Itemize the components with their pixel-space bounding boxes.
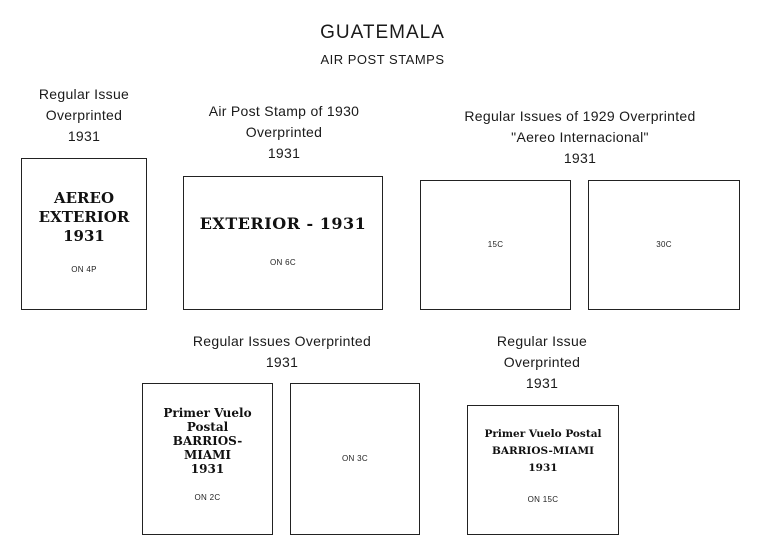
stamp-mount-30c xyxy=(588,180,740,310)
section-heading-regular-issues-overprinted: Regular Issues Overprinted 1931 xyxy=(192,333,372,370)
stamp-denomination: ON 15C xyxy=(527,495,559,504)
section-heading-regular-issue-1931: Regular Issue Overprinted 1931 xyxy=(38,86,130,144)
stamp-overprint: AEREO EXTERIOR 1931 xyxy=(38,189,130,245)
stamp-denomination: ON 3C xyxy=(342,454,368,463)
stamp-overprint: Primer Vuelo Postal BARRIOS- MIAMI 1931 xyxy=(163,406,252,476)
stamp-denomination: 15C xyxy=(487,240,504,249)
page-title: GUATEMALA xyxy=(320,22,445,43)
stamp-mount-aereo-exterior xyxy=(21,158,147,310)
section-heading-regular-issue-barrios-miami: Regular Issue Overprinted 1931 xyxy=(496,333,588,391)
stamp-overprint: EXTERIOR - 1931 xyxy=(199,214,367,233)
stamp-denomination: 30C xyxy=(656,240,672,249)
page-subtitle: AIR POST STAMPS xyxy=(320,52,445,67)
stamp-overprint: Primer Vuelo Postal BARRIOS-MIAMI 1931 xyxy=(484,428,602,474)
stamp-denomination: ON 4P xyxy=(71,265,97,274)
stamp-denomination: ON 6C xyxy=(270,258,296,267)
stamp-mount-3c xyxy=(290,383,420,535)
section-heading-air-post-1930: Air Post Stamp of 1930 Overprinted 1931 xyxy=(208,103,360,161)
stamp-mount-barrios-miami-15c xyxy=(467,405,619,535)
stamp-denomination: ON 2C xyxy=(194,493,221,502)
stamp-mount-exterior-1931 xyxy=(183,176,383,310)
stamp-mount-primer-vuelo-2c xyxy=(142,383,273,535)
stamp-mount-15c xyxy=(420,180,571,310)
section-heading-regular-1929-aereo-internacional: Regular Issues of 1929 Overprinted "Aereo Internacional" 1931 xyxy=(464,108,696,166)
